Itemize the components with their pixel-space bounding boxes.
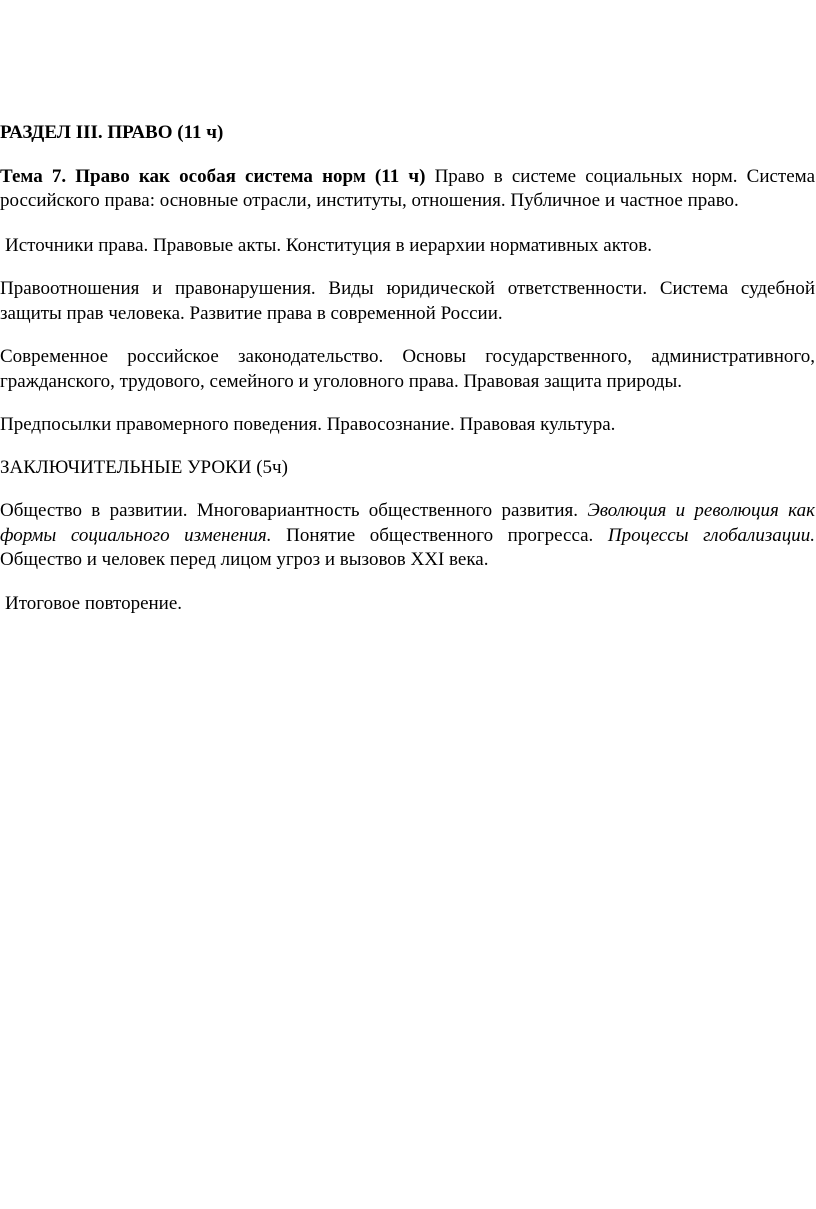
final-review-paragraph: Итоговое повторение. bbox=[5, 592, 183, 614]
topic-7-title: Тема 7. Право как особая система норм (11 ч) bbox=[0, 165, 426, 187]
society-text-1: Общество в развитии. Многовариантность общественного развития. bbox=[0, 500, 588, 521]
society-development-paragraph bbox=[0, 499, 815, 573]
society-italic-2: Процессы глобализации. bbox=[607, 524, 816, 546]
lawful-behavior-paragraph: Предпосылки правомерного поведения. Правосознание. Правовая культура. bbox=[0, 414, 616, 435]
society-text-2: Понятие общественного прогресса. bbox=[271, 524, 608, 546]
topic-7-text: Право в системе социальных норм. Система российского права: основные отрасли, институты, отношения. Публичное и частное право. bbox=[0, 165, 815, 211]
society-text-3: Общество и человек перед лицом угроз и вызовов XXI века. bbox=[0, 549, 489, 570]
section-heading: РАЗДЕЛ III. ПРАВО (11 ч) bbox=[0, 122, 224, 143]
sources-of-law-paragraph: Источники права. Правовые акты. Конституция в иерархии нормативных актов. bbox=[5, 234, 652, 256]
society-italic-1: Эволюция и революция как формы социального изменения. bbox=[0, 500, 815, 546]
legal-relations-paragraph: Правоотношения и правонарушения. Виды юридической ответственности. Система судебной защиты прав человека. Развитие права в современной России. bbox=[0, 278, 815, 324]
final-lessons-heading: ЗАКЛЮЧИТЕЛЬНЫЕ УРОКИ (5ч) bbox=[0, 456, 288, 478]
legislation-paragraph: Современное российское законодательство. Основы государственного, административного, гражданского, трудового, семейного и уголовного права. Правовая защита природы. bbox=[0, 346, 815, 392]
topic-7-paragraph bbox=[0, 165, 815, 214]
